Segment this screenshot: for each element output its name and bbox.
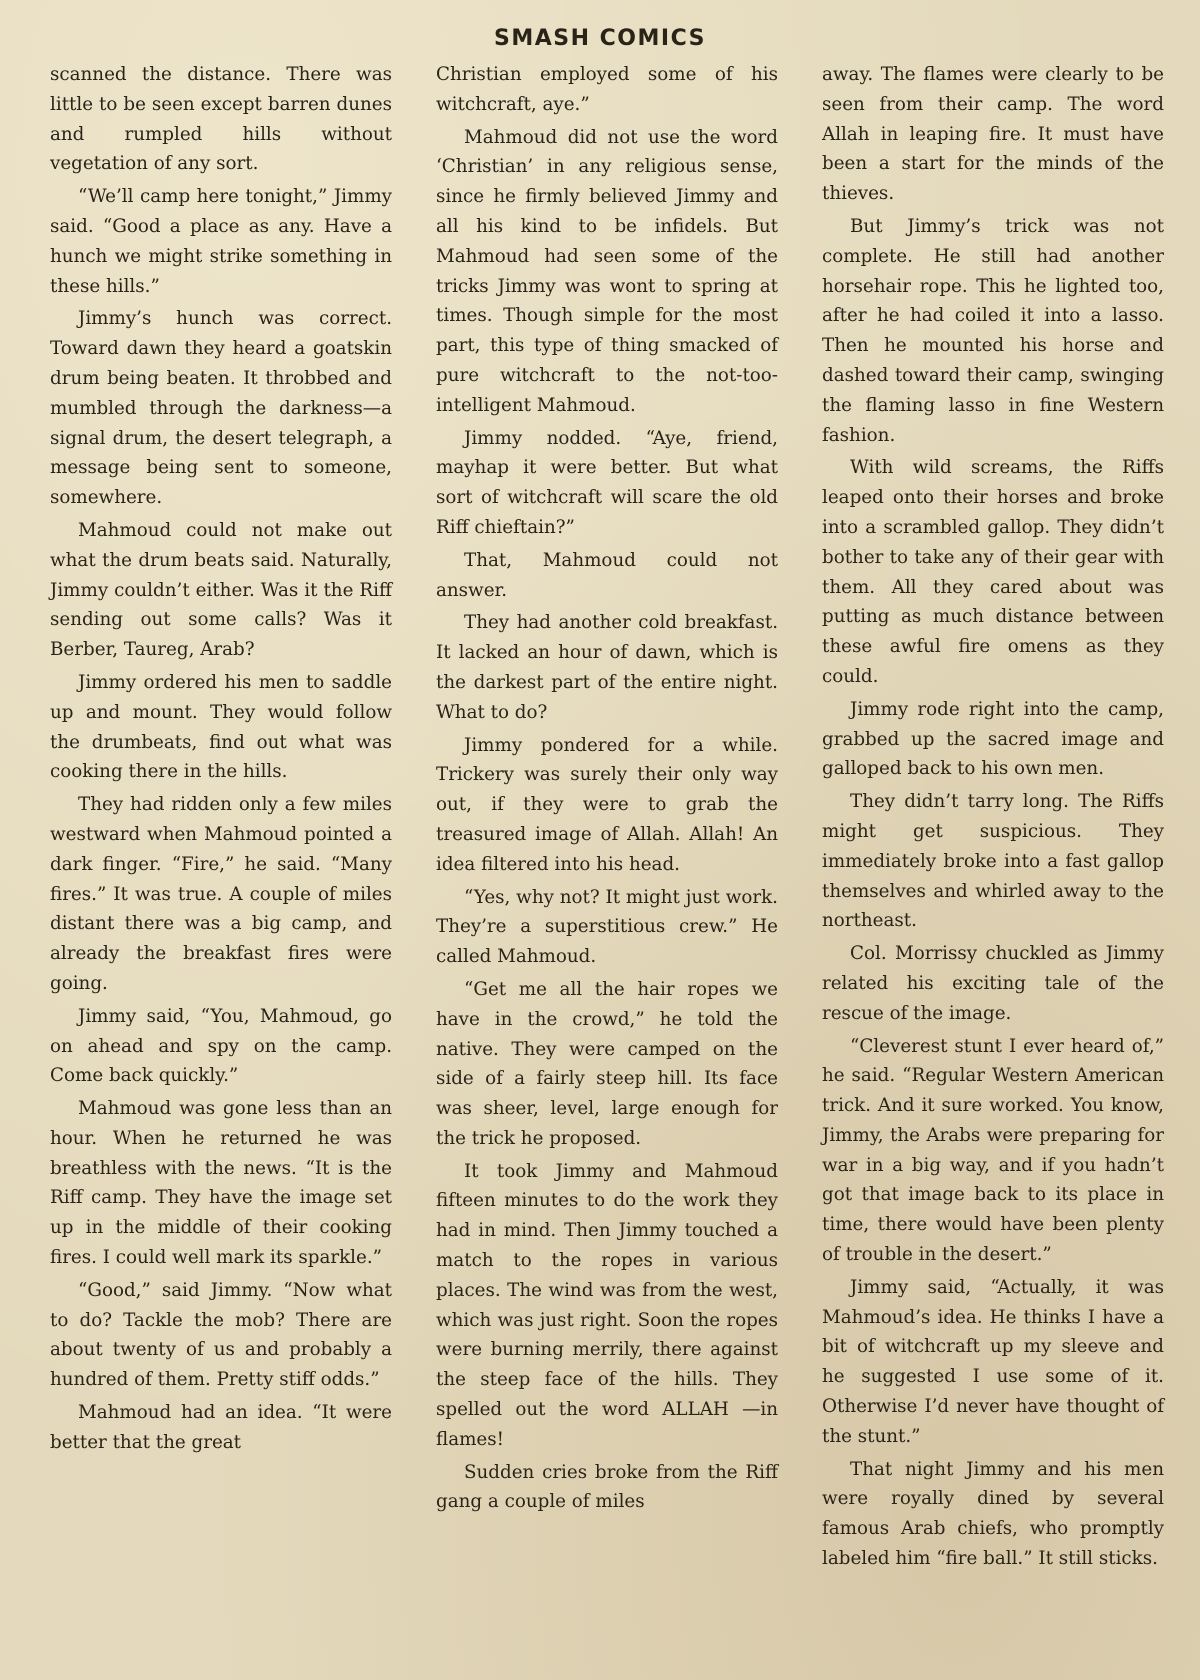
story-paragraph: But Jimmy’s trick was not complete. He still had another horsehair rope. This he lighted too, after he had coiled it into a lasso. Then he mounted his horse and dashed toward their camp, swinging the flaming lasso in fine Western fashion. xyxy=(822,215,1164,446)
story-paragraph: Jimmy’s hunch was correct. Toward dawn they heard a goatskin drum being beaten. It throbbed and mumbled through the darkness—a signal drum, the desert telegraph, a message being sent to someone, somewhere. xyxy=(50,308,392,509)
story-paragraph: Jimmy ordered his men to saddle up and mount. They would follow the drumbeats, find out what was cooking there in the hills. xyxy=(50,671,392,783)
story-paragraph: “Good,” said Jimmy. “Now what to do? Tackle the mob? There are about twenty of us and probably a hundred of them. Pretty stiff odds.” xyxy=(50,1279,392,1391)
story-paragraph: They had another cold breakfast. It lacked an hour of dawn, which is the darkest part of the entire night. What to do? xyxy=(436,612,778,723)
story-paragraph: “We’ll camp here tonight,” Jimmy said. “Good a place as any. Have a hunch we might strike something in these hills.” xyxy=(50,186,392,297)
story-paragraph: “Yes, why not? It might just work. They’re a superstitious crew.” He called Mahmoud. xyxy=(436,886,778,968)
story-paragraph: Jimmy nodded. “Aye, friend, mayhap it were better. But what sort of witchcraft will scare the old Riff chieftain?” xyxy=(436,427,778,538)
story-paragraph: away. The flames were clearly to be seen from their camp. The word Allah in leaping fire. It must have been a start for the minds of the thieves. xyxy=(822,64,1164,205)
story-paragraph: They didn’t tarry long. The Riffs might get suspicious. They immediately broke into a fast gallop themselves and whirled away to the northeast. xyxy=(822,791,1164,932)
story-paragraph: Jimmy pondered for a while. Trickery was surely their only way out, if they were to grab the treasured image of Allah. Allah! An idea filtered into his head. xyxy=(436,734,778,875)
story-paragraph: Mahmoud was gone less than an hour. When he returned he was breathless with the news. “It is the Riff camp. They have the image set up in the middle of their cooking fires. I could well mark its sparkle.” xyxy=(50,1098,392,1269)
story-paragraph: Jimmy rode right into the camp, grabbed up the sacred image and galloped back to his own men. xyxy=(822,698,1164,780)
story-paragraph: That night Jimmy and his men were royally dined by several famous Arab chiefs, who promptly labeled him “fire ball.” It still sticks. xyxy=(822,1458,1164,1570)
story-paragraph: Mahmoud could not make out what the drum beats said. Naturally, Jimmy couldn’t either. Was it the Riff sending out some calls? Was it Berber, Taureg, Arab? xyxy=(50,519,392,661)
text-column-1 xyxy=(50,60,392,1461)
story-paragraph: “Get me all the hair ropes we have in the crowd,” he told the native. They were camped on the side of a fairly steep hill. Its face was sheer, level, large enough for the trick he proposed. xyxy=(436,978,778,1149)
page-header-title: SMASH COMICS xyxy=(493,26,706,51)
story-paragraph: With wild screams, the Riffs leaped onto their horses and broke into a scrambled gallop. They didn’t bother to take any of their gear with them. All they cared about was putting as much distance between these awful fire omens as they could. xyxy=(822,457,1164,687)
story-paragraph: That, Mahmoud could not answer. xyxy=(436,549,778,601)
story-paragraph: Col. Morrissy chuckled as Jimmy related his exciting tale of the rescue of the image. xyxy=(822,943,1164,1024)
story-paragraph: Mahmoud did not use the word ‘Christian’ in any religious sense, since he firmly believed Jimmy and all his kind to be infidels. But Mahmoud had seen some of the tricks Jimmy was wont to spring at times. Though simple for the most part, this type of thing smacked of pure witchcraft to the not-too-intelligent Mahmoud. xyxy=(436,126,778,416)
text-column-2 xyxy=(436,60,778,1520)
story-paragraph: It took Jimmy and Mahmoud fifteen minutes to do the work they had in mind. Then Jimmy touched a match to the ropes in various places. The wind was from the west, which was just right. Soon the ropes were burning merrily, there against the steep face of the hills. They spelled out the word ALLAH —in flames! xyxy=(436,1160,778,1450)
story-paragraph: They had ridden only a few miles westward when Mahmoud pointed a dark finger. “Fire,” he said. “Many fires.” It was true. A couple of miles distant there was a big camp, and already the breakfast fires were going. xyxy=(50,794,392,994)
story-paragraph: “Cleverest stunt I ever heard of,” he said. “Regular Western American trick. And it sure worked. You know, Jimmy, the Arabs were preparing for war in a big way, and if you hadn’t got that image back to its place in time, there would have been plenty of trouble in the desert.” xyxy=(822,1035,1164,1266)
story-paragraph: Mahmoud had an idea. “It were better that the great xyxy=(50,1402,392,1453)
story-paragraph: Sudden cries broke from the Riff gang a couple of miles xyxy=(436,1461,778,1513)
story-paragraph: scanned the distance. There was little to be seen except barren dunes and rumpled hills without vegetation of any sort. xyxy=(50,64,392,175)
story-paragraph: Jimmy said, “You, Mahmoud, go on ahead and spy on the camp. Come back quickly.” xyxy=(50,1005,392,1087)
story-paragraph: Christian employed some of his witchcraft, aye.” xyxy=(436,64,778,115)
text-column-3 xyxy=(822,60,1164,1577)
story-paragraph: Jimmy said, “Actually, it was Mahmoud’s idea. He thinks I have a bit of witchcraft up my sleeve and he suggested I use some of it. Otherwise I’d never have thought of the stunt.” xyxy=(822,1276,1164,1447)
